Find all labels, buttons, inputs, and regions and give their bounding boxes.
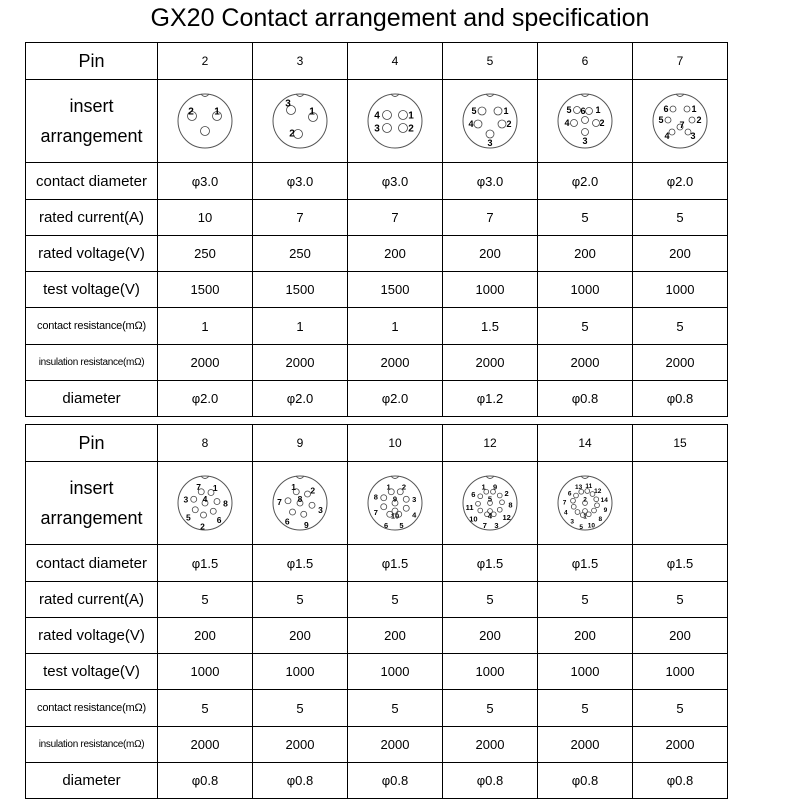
rated-voltage-cell: 200: [443, 236, 538, 272]
insert-row: [26, 80, 728, 163]
contact-number: 3: [487, 138, 493, 149]
contact-resistance-cell: 1: [253, 308, 348, 345]
rated-voltage-cell: 200: [348, 236, 443, 272]
pin-cell: 15: [633, 425, 728, 462]
diameter-cell: φ1.2: [443, 381, 538, 417]
contact-number: 1: [386, 482, 391, 492]
contact-number: 8: [373, 492, 378, 502]
rated-voltage-cell: 200: [538, 236, 633, 272]
insert-outline: [273, 94, 327, 148]
contact-hole: [478, 494, 483, 499]
contact-number: 2: [408, 123, 414, 135]
contact-number: 7: [482, 520, 487, 530]
contact-hole: [201, 512, 207, 518]
contact-number: 2: [401, 482, 407, 492]
rated-current-row: [26, 582, 728, 618]
rated-voltage-cell: 200: [253, 618, 348, 654]
rated-current-cell: 10: [158, 200, 253, 236]
contact-resistance-label: contact resistance(mΩ): [26, 690, 158, 727]
contact-number: 4: [468, 119, 474, 130]
contact-hole: [192, 507, 198, 513]
contact-resistance-cell: 5: [158, 690, 253, 727]
test-voltage-cell: 1000: [538, 654, 633, 690]
contact-number: 4: [564, 118, 570, 129]
contact-hole: [594, 497, 599, 502]
diameter-cell: φ0.8: [253, 763, 348, 799]
test-voltage-cell: 1000: [633, 654, 728, 690]
insulation-resistance-cell: 2000: [633, 727, 728, 763]
test-voltage-cell: 1000: [158, 654, 253, 690]
insulation-resistance-cell: 2000: [348, 345, 443, 381]
insert-diagram: [450, 470, 530, 536]
insert-diagram: [545, 88, 625, 154]
pin-cell: 10: [348, 425, 443, 462]
contact-number: 7: [373, 508, 378, 518]
contact-hole: [500, 500, 505, 505]
contact-number: 4: [374, 110, 380, 122]
rated-voltage-row: [26, 236, 728, 272]
insulation-resistance-cell: 2000: [158, 345, 253, 381]
contact-hole: [571, 498, 576, 503]
contact-diameter-label: contact diameter: [26, 545, 158, 582]
contact-number: 6: [284, 516, 290, 527]
pin-cell: 2: [158, 43, 253, 80]
contact-diameter-cell: φ3.0: [348, 163, 443, 200]
pin-cell: 4: [348, 43, 443, 80]
diameter-cell: φ0.8: [633, 381, 728, 417]
contact-number: 6: [663, 104, 669, 115]
contact-number: 4: [487, 511, 493, 521]
contact-number: 10: [469, 514, 478, 524]
contact-number: 1: [214, 106, 220, 118]
contact-number: 1: [291, 481, 296, 492]
diameter-cell: φ0.8: [538, 763, 633, 799]
insert-diagram: [355, 88, 435, 154]
insulation-resistance-label: insulation resistance(mΩ): [26, 727, 158, 763]
contact-hole: [582, 129, 589, 136]
test-voltage-cell: 1000: [633, 272, 728, 308]
insert-diagram: [545, 470, 625, 536]
contact-number: 7: [196, 481, 201, 492]
contact-number: 14: [600, 496, 608, 504]
pin-cell: 7: [633, 43, 728, 80]
contact-hole: [669, 129, 675, 135]
insulation-resistance-cell: 2000: [253, 345, 348, 381]
contact-number: 1: [691, 104, 697, 115]
contact-number: 2: [504, 488, 509, 498]
insert-diagram-cell: [348, 80, 443, 163]
contact-number: 5: [471, 106, 477, 117]
insert-diagram: [260, 470, 340, 536]
contact-hole: [571, 120, 578, 127]
contact-resistance-cell: 5: [253, 690, 348, 727]
contact-hole: [498, 120, 506, 128]
contact-hole: [497, 493, 502, 498]
test-voltage-cell: 1000: [348, 654, 443, 690]
contact-hole: [595, 503, 600, 508]
contact-number: 9: [392, 494, 398, 504]
contact-number: 4: [664, 131, 670, 142]
contact-number: 3: [494, 520, 499, 530]
rated-current-label: rated current(A): [26, 582, 158, 618]
insert-label-line1: insert: [69, 478, 114, 498]
insert-label-line2: arrangement: [40, 126, 143, 146]
contact-hole: [574, 107, 581, 114]
diameter-cell: φ2.0: [158, 381, 253, 417]
contact-number: 1: [212, 483, 218, 494]
rated-voltage-cell: 200: [443, 618, 538, 654]
contact-hole: [592, 508, 597, 513]
contact-diameter-row: [26, 163, 728, 200]
diameter-cell: φ0.8: [538, 381, 633, 417]
rated-current-cell: 5: [633, 582, 728, 618]
contact-number: 13: [574, 484, 583, 492]
contact-hole: [381, 504, 387, 510]
contact-diameter-label: contact diameter: [26, 163, 158, 200]
contact-resistance-cell: 1: [158, 308, 253, 345]
contact-number: 12: [502, 513, 511, 523]
insulation-resistance-cell: 2000: [633, 345, 728, 381]
pin-cell: 8: [158, 425, 253, 462]
rated-voltage-cell: 200: [158, 618, 253, 654]
rated-current-cell: 7: [253, 200, 348, 236]
contact-resistance-label: contact resistance(mΩ): [26, 308, 158, 345]
rated-current-cell: 5: [253, 582, 348, 618]
rated-current-cell: 5: [158, 582, 253, 618]
contact-number: 2: [200, 521, 205, 532]
contact-number: 2: [599, 118, 605, 129]
contact-hole: [399, 111, 408, 120]
spec-table-2: [25, 424, 728, 799]
contact-number: 8: [508, 500, 513, 510]
insert-diagram-cell: [253, 80, 348, 163]
pin-label: Pin: [26, 43, 158, 80]
contact-number: 6: [580, 106, 586, 117]
insert-diagram: [260, 88, 340, 154]
rated-voltage-cell: 250: [253, 236, 348, 272]
test-voltage-cell: 1000: [443, 654, 538, 690]
contact-number: 3: [318, 504, 323, 515]
contact-number: 4: [202, 493, 208, 504]
contact-number: 1: [481, 482, 486, 492]
insert-arrangement-label: [26, 462, 158, 545]
insulation-resistance-row: [26, 345, 728, 381]
contact-number: 3: [412, 495, 417, 505]
rated-current-cell: 5: [538, 200, 633, 236]
test-voltage-cell: 1000: [253, 654, 348, 690]
test-voltage-cell: 1500: [253, 272, 348, 308]
contact-number: 4: [412, 510, 417, 520]
diameter-row: [26, 381, 728, 417]
rated-voltage-cell: 200: [633, 618, 728, 654]
contact-hole: [670, 106, 676, 112]
insulation-resistance-cell: 2000: [538, 727, 633, 763]
rated-voltage-label: rated voltage(V): [26, 236, 158, 272]
contact-number: 3: [374, 123, 380, 135]
contact-number: 2: [583, 496, 587, 504]
contact-hole: [575, 510, 580, 515]
contact-hole: [478, 107, 486, 115]
contact-hole: [494, 107, 502, 115]
test-voltage-cell: 1500: [158, 272, 253, 308]
contact-resistance-cell: 5: [348, 690, 443, 727]
contact-hole: [383, 111, 392, 120]
insert-diagram-cell: [633, 462, 728, 545]
diameter-cell: φ0.8: [633, 763, 728, 799]
contact-resistance-row: [26, 308, 728, 345]
contact-number: 7: [562, 499, 567, 507]
diameter-cell: φ0.8: [348, 763, 443, 799]
test-voltage-cell: 1000: [443, 272, 538, 308]
rated-current-cell: 7: [443, 200, 538, 236]
contact-number: 1: [595, 105, 601, 116]
contact-number: 9: [493, 482, 498, 492]
contact-hole: [689, 117, 695, 123]
diameter-cell: φ0.8: [443, 763, 538, 799]
diameter-cell: φ0.8: [158, 763, 253, 799]
contact-hole: [191, 496, 197, 502]
insulation-resistance-label: insulation resistance(mΩ): [26, 345, 158, 381]
insert-arrangement-label: [26, 80, 158, 163]
contact-hole: [486, 130, 494, 138]
rated-current-row: [26, 200, 728, 236]
test-voltage-row: [26, 272, 728, 308]
contact-hole: [214, 499, 220, 505]
rated-current-cell: 5: [348, 582, 443, 618]
contact-hole: [474, 120, 482, 128]
diameter-cell: φ2.0: [253, 381, 348, 417]
contact-hole: [571, 504, 576, 509]
contact-number: 2: [289, 128, 295, 140]
contact-hole: [301, 511, 307, 517]
test-voltage-label: test voltage(V): [26, 272, 158, 308]
contact-diameter-cell: φ1.5: [443, 545, 538, 582]
contact-hole: [210, 508, 216, 514]
contact-number: 3: [183, 494, 189, 505]
contact-hole: [403, 496, 409, 502]
insert-diagram: [355, 470, 435, 536]
contact-resistance-cell: 5: [633, 308, 728, 345]
insert-diagram-cell: [158, 462, 253, 545]
rated-voltage-cell: 200: [348, 618, 443, 654]
rated-voltage-label: rated voltage(V): [26, 618, 158, 654]
pin-label: Pin: [26, 425, 158, 462]
contact-number: 8: [297, 493, 303, 504]
diameter-label: diameter: [26, 763, 158, 799]
contact-hole: [684, 106, 690, 112]
pin-cell: 6: [538, 43, 633, 80]
contact-number: 9: [603, 507, 608, 515]
contact-number: 1: [583, 513, 587, 521]
contact-number: 11: [585, 482, 593, 490]
contact-number: 12: [594, 487, 602, 495]
contact-hole: [497, 507, 502, 512]
pin-cell: 3: [253, 43, 348, 80]
contact-diameter-cell: φ3.0: [253, 163, 348, 200]
contact-diameter-cell: φ1.5: [633, 545, 728, 582]
insert-diagram: [640, 88, 720, 154]
contact-number: 6: [216, 515, 222, 526]
contact-hole: [285, 498, 291, 504]
contact-diameter-cell: φ2.0: [633, 163, 728, 200]
insert-label-line2: arrangement: [40, 508, 143, 528]
contact-number: 6: [383, 520, 389, 530]
contact-number: 6: [471, 490, 476, 500]
contact-diameter-cell: φ3.0: [443, 163, 538, 200]
contact-number: 1: [408, 110, 414, 122]
diameter-label: diameter: [26, 381, 158, 417]
contact-number: 1: [503, 106, 509, 117]
pin-cell: 12: [443, 425, 538, 462]
insulation-resistance-cell: 2000: [253, 727, 348, 763]
contact-hole: [290, 509, 296, 515]
insert-diagram-cell: [443, 80, 538, 163]
rated-voltage-row: [26, 618, 728, 654]
contact-resistance-cell: 5: [538, 690, 633, 727]
contact-hole: [582, 117, 589, 124]
contact-diameter-cell: φ2.0: [538, 163, 633, 200]
contact-number: 3: [285, 98, 291, 110]
insert-label-line1: insert: [69, 96, 114, 116]
contact-diameter-cell: φ1.5: [158, 545, 253, 582]
rated-voltage-cell: 200: [633, 236, 728, 272]
contact-number: 9: [304, 520, 309, 531]
rated-current-cell: 7: [348, 200, 443, 236]
contact-hole: [586, 108, 593, 115]
insert-row: [26, 462, 728, 545]
insert-diagram-cell: [253, 462, 348, 545]
contact-number: 6: [567, 490, 572, 498]
insulation-resistance-cell: 2000: [538, 345, 633, 381]
contact-resistance-cell: 5: [443, 690, 538, 727]
contact-hole: [383, 124, 392, 133]
contact-number: 5: [185, 512, 191, 523]
contact-resistance-cell: 1.5: [443, 308, 538, 345]
diameter-cell: φ2.0: [348, 381, 443, 417]
test-voltage-row: [26, 654, 728, 690]
contact-number: 5: [579, 523, 583, 531]
contact-number: 8: [598, 516, 603, 524]
insert-diagram: [165, 470, 245, 536]
pin-cell: 5: [443, 43, 538, 80]
contact-number: 5: [399, 520, 404, 530]
contact-number: 8: [223, 498, 228, 509]
rated-current-cell: 5: [633, 200, 728, 236]
contact-number: 2: [310, 485, 316, 496]
rated-voltage-cell: 250: [158, 236, 253, 272]
contact-hole: [381, 495, 387, 501]
contact-number: 2: [188, 106, 194, 118]
insert-diagram-cell: [348, 462, 443, 545]
contact-hole: [665, 117, 671, 123]
contact-number: 5: [658, 115, 664, 126]
contact-hole: [201, 127, 210, 136]
contact-number: 4: [563, 509, 568, 517]
contact-number: 2: [506, 119, 512, 130]
contact-number: 7: [679, 120, 685, 131]
contact-number: 1: [309, 106, 315, 118]
contact-number: 3: [570, 518, 575, 526]
contact-hole: [294, 130, 303, 139]
contact-number: 5: [566, 105, 572, 116]
insert-diagram-cell: [538, 462, 633, 545]
insert-diagram-cell: [633, 80, 728, 163]
insert-diagram-cell: [538, 80, 633, 163]
test-voltage-label: test voltage(V): [26, 654, 158, 690]
rated-current-label: rated current(A): [26, 200, 158, 236]
contact-hole: [593, 120, 600, 127]
contact-number: 5: [487, 494, 493, 504]
insert-outline: [178, 94, 232, 148]
test-voltage-cell: 1000: [538, 272, 633, 308]
contact-resistance-cell: 5: [538, 308, 633, 345]
insulation-resistance-cell: 2000: [348, 727, 443, 763]
rated-voltage-cell: 200: [538, 618, 633, 654]
pin-row: [26, 43, 728, 80]
pin-cell: 9: [253, 425, 348, 462]
contact-diameter-row: [26, 545, 728, 582]
contact-diameter-cell: φ1.5: [538, 545, 633, 582]
contact-hole: [476, 501, 481, 506]
contact-hole: [399, 124, 408, 133]
contact-diameter-cell: φ1.5: [253, 545, 348, 582]
contact-resistance-cell: 1: [348, 308, 443, 345]
insert-diagram: [450, 88, 530, 154]
contact-number: 3: [690, 131, 696, 142]
insert-diagram-cell: [158, 80, 253, 163]
test-voltage-cell: 1500: [348, 272, 443, 308]
contact-number: 7: [277, 497, 282, 508]
insulation-resistance-cell: 2000: [443, 727, 538, 763]
diameter-row: [26, 763, 728, 799]
insulation-resistance-cell: 2000: [158, 727, 253, 763]
contact-number: 10: [587, 522, 596, 530]
contact-number: 2: [696, 115, 702, 126]
spec-table-1: [25, 42, 728, 417]
insulation-resistance-row: [26, 727, 728, 763]
insert-diagram-cell: [443, 462, 538, 545]
contact-hole: [403, 505, 409, 511]
contact-hole: [309, 502, 315, 508]
contact-resistance-row: [26, 690, 728, 727]
contact-number: 3: [582, 136, 588, 147]
pin-cell: 14: [538, 425, 633, 462]
page-title: GX20 Contact arrangement and specification: [150, 4, 650, 32]
contact-hole: [478, 508, 483, 513]
insert-diagram: [640, 470, 720, 536]
pin-row: [26, 425, 728, 462]
contact-hole: [574, 493, 579, 498]
insulation-resistance-cell: 2000: [443, 345, 538, 381]
contact-resistance-cell: 5: [633, 690, 728, 727]
insert-diagram: [165, 88, 245, 154]
contact-diameter-cell: φ1.5: [348, 545, 443, 582]
rated-current-cell: 5: [443, 582, 538, 618]
contact-number: 11: [465, 502, 474, 512]
rated-current-cell: 5: [538, 582, 633, 618]
contact-diameter-cell: φ3.0: [158, 163, 253, 200]
contact-number: 10: [390, 511, 400, 521]
